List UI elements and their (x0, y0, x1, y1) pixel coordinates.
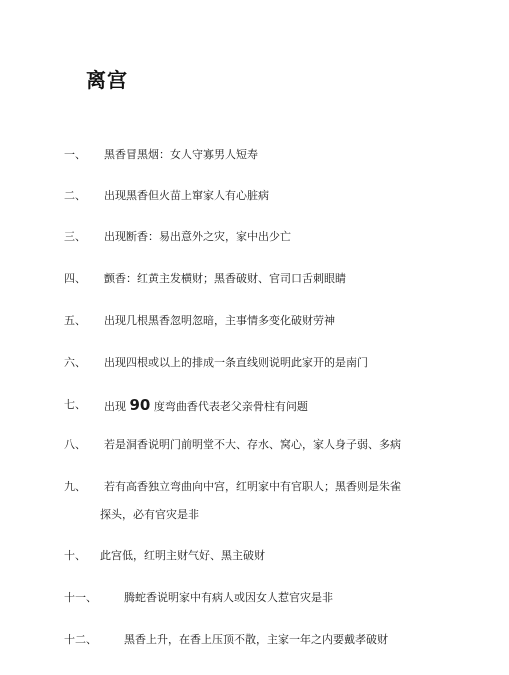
list-item (0, 545, 509, 567)
item-text: 黑香冒黑烟：女人守寡男人短寿 (104, 148, 258, 161)
list-item (0, 144, 509, 166)
page-title: 离宫 (86, 68, 128, 92)
list-item (0, 310, 509, 332)
item-number: 十、 (64, 549, 86, 562)
list-item (0, 476, 509, 498)
item-number: 十一、 (64, 591, 97, 604)
list-item (0, 352, 509, 374)
item-text-after: 度弯曲香代表老父亲骨柱有问题 (153, 400, 308, 413)
list-item (0, 587, 509, 609)
list-item (0, 226, 509, 248)
item-number: 一、 (64, 148, 86, 161)
item-text: 出现四根或以上的排成一条直线则说明此家开的是南门 (104, 356, 368, 369)
item-text-number: 90 (129, 396, 151, 414)
item-text: 若有高香独立弯曲向中宫，红明家中有官职人；黑香则是朱雀 (104, 480, 401, 493)
item-number: 九、 (64, 480, 86, 493)
item-text: 此宫低，红明主财气好、黑主破财 (100, 549, 265, 562)
item-text-before: 出现 (104, 400, 126, 413)
item-number: 八、 (64, 438, 86, 451)
item-text: 出现黑香但火苗上窜家人有心脏病 (104, 189, 269, 202)
list-item (0, 434, 509, 456)
item-text: 腾蛇香说明家中有病人或因女人惹官灾是非 (124, 591, 333, 604)
item-number: 三、 (64, 230, 86, 243)
item-number: 十二、 (64, 633, 97, 646)
item-number: 四、 (64, 272, 86, 285)
item-number: 五、 (64, 314, 86, 327)
list-item (0, 629, 509, 651)
item-number: 七、 (64, 398, 86, 411)
list-item-continuation (0, 504, 509, 526)
item-text (104, 394, 308, 418)
item-text-continuation: 探头，必有官灾是非 (100, 508, 199, 521)
item-text: 出现几根黑香忽明忽暗，主事情多变化破财劳神 (104, 314, 335, 327)
item-text: 颤香：红黄主发横财；黑香破财、官司口舌刺眼睛 (104, 272, 346, 285)
list-item (0, 394, 509, 416)
list-item (0, 185, 509, 207)
item-text: 黑香上升，在香上压顶不散，主家一年之内要戴孝破财 (124, 633, 388, 646)
item-text: 若是洞香说明门前明堂不大、存水、窝心，家人身子弱、多病 (104, 438, 401, 451)
item-number: 六、 (64, 356, 86, 369)
list-item (0, 268, 509, 290)
item-number: 二、 (64, 189, 86, 202)
item-text: 出现断香：易出意外之灾，家中出少亡 (104, 230, 291, 243)
